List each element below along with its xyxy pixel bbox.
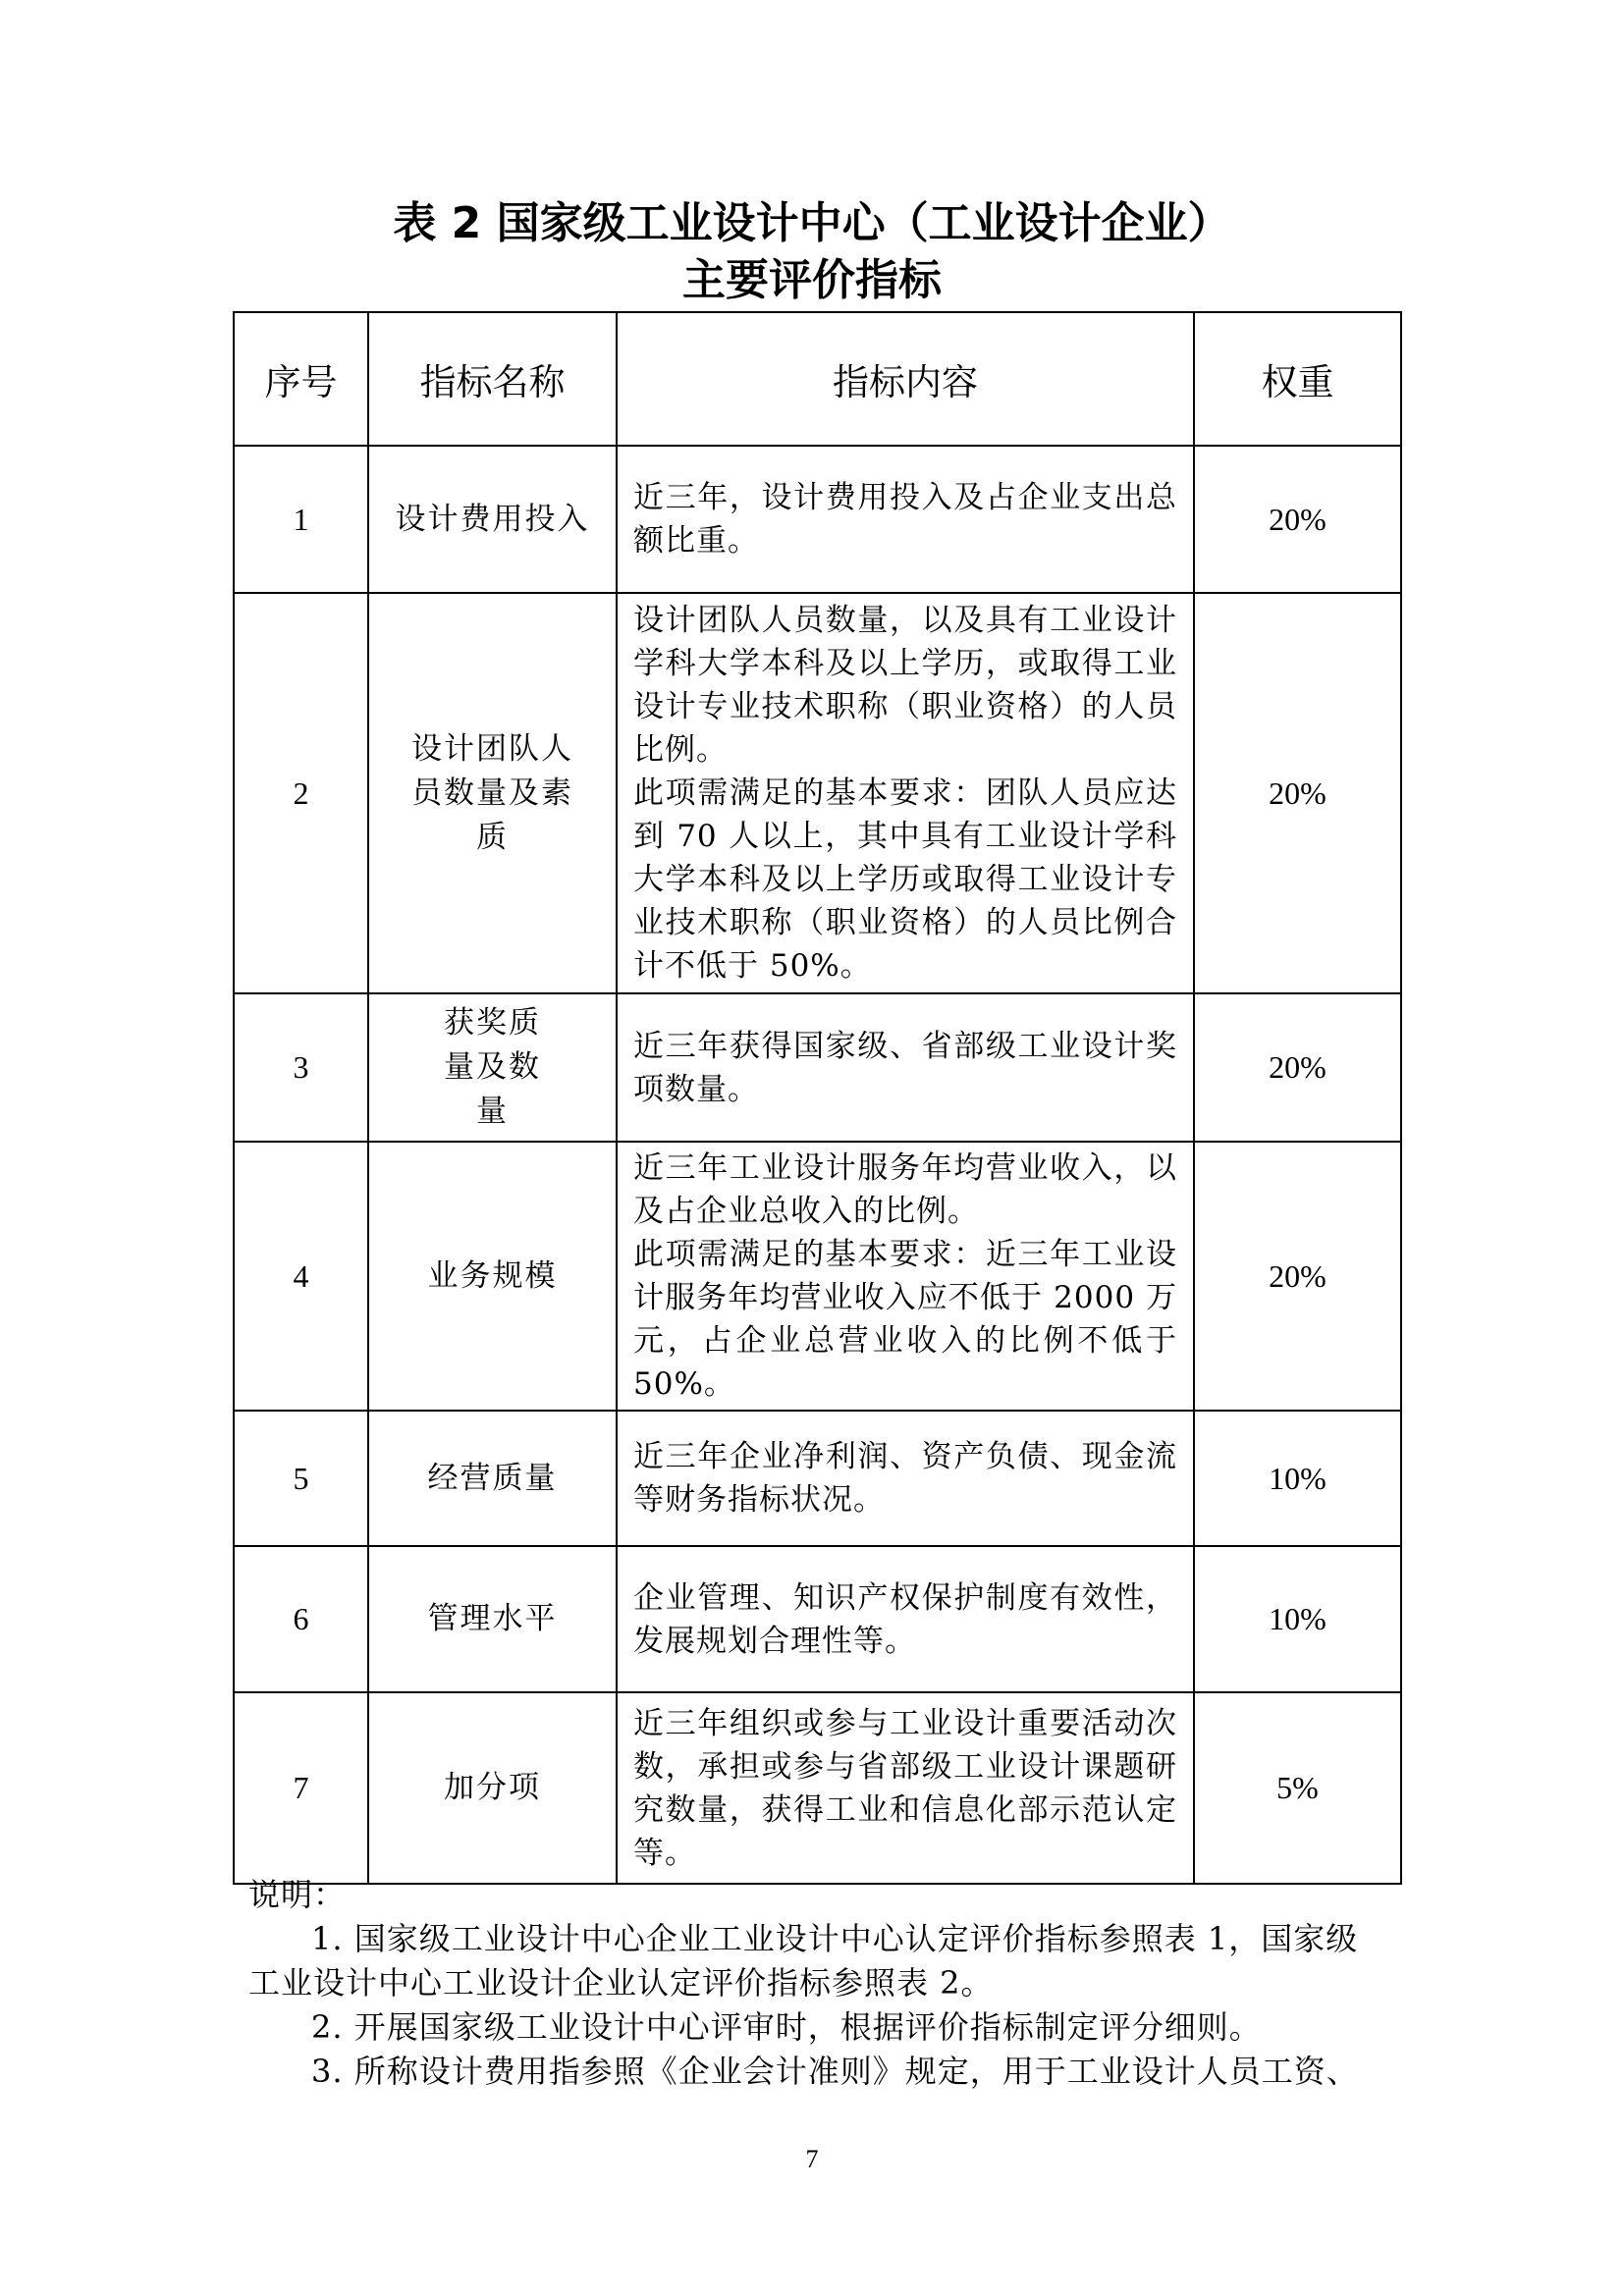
row-index-content: [617, 446, 1194, 593]
row-index-name: 业务规模: [368, 1142, 617, 1411]
table-row: [234, 1411, 1401, 1546]
note-item: 2. 开展国家级工业设计中心评审时，根据评价指标制定评分细则。: [311, 2008, 1262, 2046]
row-weight: 20%: [1194, 593, 1401, 993]
row-weight: 20%: [1194, 1142, 1401, 1411]
content-paragraph: 近三年工业设计服务年均营业收入，以及占企业总收入的比例。: [633, 1150, 1177, 1229]
row-number: 1: [234, 446, 368, 593]
row-number: 4: [234, 1142, 368, 1411]
content-paragraph: 近三年企业净利润、资产负债、现金流等财务指标状况。: [633, 1439, 1177, 1518]
header-index-name: 指标名称: [368, 312, 617, 446]
row-index-name: 设计费用投入: [368, 446, 617, 593]
table-header-row: [234, 312, 1401, 446]
row-index-content: [617, 1411, 1194, 1546]
row-number: 2: [234, 593, 368, 993]
content-paragraph: 此项需满足的基本要求：团队人员应达到 70 人以上，其中具有工业设计学科大学本科及以上学历或取得工业设计专业技术职称（职业资格）的人员比例合计不低于 50%。: [633, 775, 1177, 984]
content-paragraph: 此项需满足的基本要求：近三年工业设计服务年均营业收入应不低于 2000 万元，占企业总营业收入的比例不低于 50%。: [633, 1237, 1177, 1402]
table-row: [234, 446, 1401, 593]
row-number: 3: [234, 993, 368, 1142]
row-index-content: [617, 1692, 1194, 1884]
row-index-name: 加分项: [368, 1692, 617, 1884]
notes-heading: 说明：: [248, 1876, 347, 1913]
content-paragraph: 近三年组织或参与工业设计重要活动次数，承担或参与省部级工业设计课题研究数量，获得工业和信息化部示范认定等。: [633, 1705, 1177, 1871]
header-index-content: 指标内容: [617, 312, 1194, 446]
row-weight: 10%: [1194, 1411, 1401, 1546]
table-row: [234, 1142, 1401, 1411]
row-number: 5: [234, 1411, 368, 1546]
header-serial-number: 序号: [234, 312, 368, 446]
row-weight: 20%: [1194, 446, 1401, 593]
content-paragraph: 设计团队人员数量，以及具有工业设计学科大学本科及以上学历，或取得工业设计专业技术职称（职业资格）的人员比例。: [633, 603, 1177, 768]
row-number: 7: [234, 1692, 368, 1884]
row-index-content: [617, 1546, 1194, 1692]
notes-section: [248, 1873, 1387, 2094]
row-index-name: 设计团队人员数量及素质: [368, 593, 617, 993]
evaluation-index-table: [233, 311, 1402, 1885]
table-title: 表 2 国家级工业设计中心（工业设计企业）: [393, 198, 1231, 248]
table-row: [234, 1546, 1401, 1692]
row-number: 6: [234, 1546, 368, 1692]
content-paragraph: 近三年，设计费用投入及占企业支出总额比重。: [633, 480, 1177, 559]
content-paragraph: 近三年获得国家级、省部级工业设计奖项数量。: [633, 1028, 1177, 1107]
row-index-name: 管理水平: [368, 1546, 617, 1692]
row-weight: 20%: [1194, 993, 1401, 1142]
row-index-content: [617, 993, 1194, 1142]
row-index-name: 经营质量: [368, 1411, 617, 1546]
note-item: 1. 国家级工业设计中心企业工业设计中心认定评价指标参照表 1，国家级工业设计中心工业设计企业认定评价指标参照表 2。: [248, 1920, 1359, 2002]
table-row: [234, 1692, 1401, 1884]
row-index-content: [617, 593, 1194, 993]
header-weight: 权重: [1194, 312, 1401, 446]
row-weight: 10%: [1194, 1546, 1401, 1692]
table-subtitle: 主要评价指标: [682, 255, 942, 305]
row-weight: 5%: [1194, 1692, 1401, 1884]
row-index-content: [617, 1142, 1194, 1411]
note-item: 3. 所称设计费用指参照《企业会计准则》规定，用于工业设计人员工资、: [311, 2053, 1359, 2090]
page-number: 7: [805, 2145, 819, 2173]
table-row: [234, 993, 1401, 1142]
row-index-name: 获奖质量及数量: [368, 993, 617, 1142]
content-paragraph: 企业管理、知识产权保护制度有效性，发展规划合理性等。: [633, 1579, 1177, 1659]
table-row: [234, 593, 1401, 993]
